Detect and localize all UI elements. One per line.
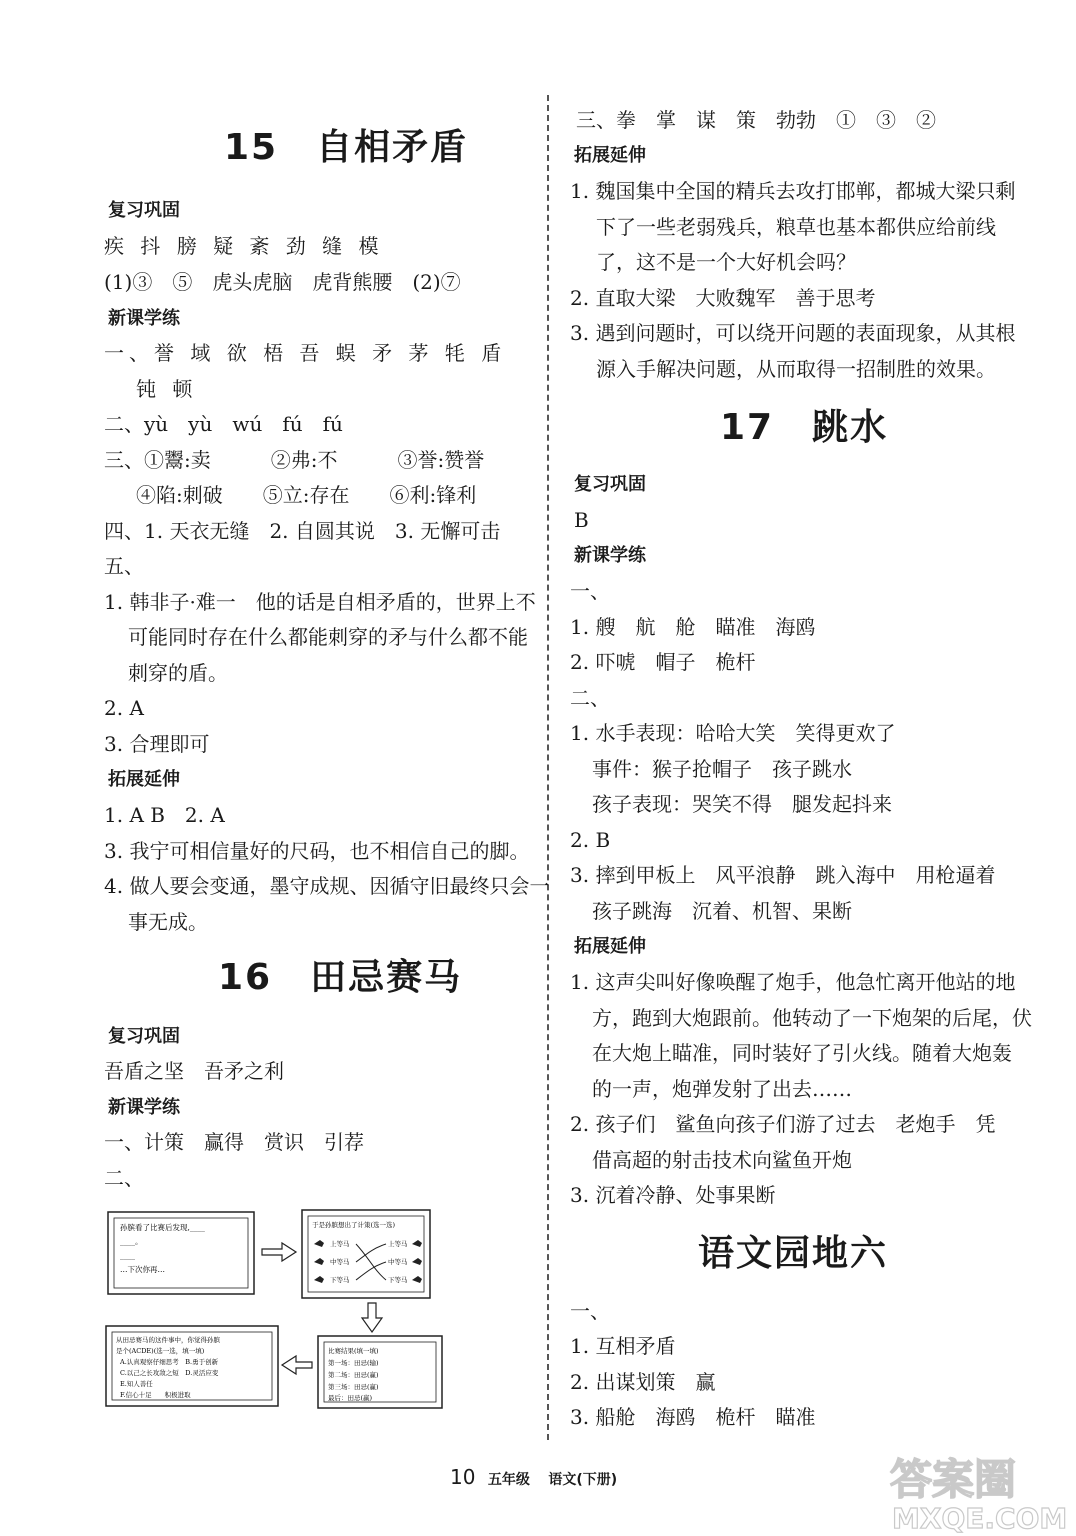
answer-line: (1)③ ⑤ 虎头虎脑 虎背熊腰 (2)⑦ [104, 270, 461, 294]
diagram-text: …下次你再… [120, 1265, 165, 1274]
section-heading: 新课学练 [574, 545, 646, 566]
answer-line: B [574, 508, 589, 532]
answer-line: 下了一些老弱残兵，粮草也基本都供应给前线 [596, 215, 996, 239]
diagram-text: F.信心十足 积极进取 [120, 1391, 191, 1399]
answer-line: 借高超的射击技术向鲨鱼开炮 [592, 1148, 852, 1172]
diagram-text: 第一场：田忌(输) [328, 1359, 379, 1367]
garden-title: 语文园地六 [698, 1233, 889, 1274]
answer-line: 二、 [104, 1166, 144, 1190]
answer-line: 方，跑到大炮跟前。他转动了一下炮架的后尾，伏 [592, 1006, 1032, 1030]
answer-line: 钝 顿 [136, 377, 198, 401]
answer-line: 1. 这声尖叫好像唤醒了炮手，他急忙离开他站的地 [570, 970, 1016, 994]
answer-line: 可能同时存在什么都能刺穿的矛与什么都不能 [128, 625, 528, 649]
answer-line: 3. 沉着冷静、处事果断 [570, 1183, 776, 1207]
arrow-right-icon [262, 1243, 296, 1261]
answer-line: 一、 [570, 579, 610, 603]
answer-line: 吾盾之坚 吾矛之利 [104, 1059, 284, 1083]
answer-line: 一、誉 域 欲 梧 吾 蜈 矛 茅 牦 盾 [104, 341, 507, 365]
diagram-text: 孙膑看了比赛后发现,____ [120, 1223, 205, 1232]
answer-line: 2. A [104, 696, 144, 720]
watermark-bottom: MXQE.COM [892, 1502, 1068, 1534]
answer-line: 2. 孩子们 鲨鱼向孩子们游了过去 老炮手 凭 [570, 1112, 996, 1136]
diagram-text: C.以己之长攻敌之短 D.灵活应变 [120, 1369, 219, 1377]
diagram-text: 比赛结果(填一填) [328, 1347, 379, 1355]
answer-line: 事件：猴子抢帽子 孩子跳水 [592, 757, 852, 781]
diagram-text: E.知人善任 [120, 1380, 153, 1388]
answer-line: 三、拳 掌 谋 策 勃勃 ① ③ ② [576, 108, 936, 132]
flow-diagram [104, 1200, 544, 1410]
answer-line: 二、 [570, 686, 610, 710]
answer-line: 五、 [104, 554, 144, 578]
answer-line: 了，这不是一个大好机会吗？ [596, 250, 856, 274]
answer-line: 一、 [570, 1299, 610, 1323]
section-heading: 拓展延伸 [574, 936, 646, 957]
diagram-text: 上等马 [388, 1240, 408, 1248]
answer-line: 孩子表现：哭笑不得 腿发起抖来 [592, 792, 892, 816]
answer-line: 3. 遇到问题时，可以绕开问题的表面现象，从其根 [570, 321, 1016, 345]
answer-line: 在大炮上瞄准，同时装好了引火线。随着大炮轰 [592, 1041, 1012, 1065]
answer-line: 1. 艘 航 舱 瞄准 海鸥 [570, 615, 816, 639]
section-heading: 复习巩固 [108, 200, 180, 221]
answer-line: 二、yù yù wú fú fú [104, 412, 343, 436]
section-heading: 复习巩固 [574, 474, 646, 495]
arrow-down-icon [362, 1303, 382, 1332]
answer-line: 3. 船舱 海鸥 桅杆 瞄准 [570, 1405, 816, 1429]
answer-line: 2. 直取大梁 大败魏军 善于思考 [570, 286, 876, 310]
diagram-box-strategy [302, 1210, 430, 1298]
answer-line: 孩子跳海 沉着、机智、果断 [592, 899, 852, 923]
diagram-box-conclusion [106, 1326, 278, 1406]
answer-line: 3. 我宁可相信量好的尺码，也不相信自己的脚。 [104, 839, 530, 863]
arrow-left-icon [282, 1356, 312, 1374]
diagram-text: 中等马 [388, 1258, 408, 1266]
answer-line: 1. 韩非子·难一 他的话是自相矛盾的，世界上不 [104, 590, 536, 614]
column-divider [547, 95, 549, 1440]
diagram-text: 上等马 [330, 1240, 350, 1248]
diagram-text: 第二场：田忌(赢) [328, 1371, 379, 1379]
lesson-16-title: 16 田忌赛马 [218, 957, 463, 998]
lesson-15-title: 15 自相矛盾 [224, 127, 469, 168]
answer-line: 的一声，炮弹发射了出去…… [592, 1077, 852, 1101]
answer-line: 事无成。 [128, 910, 208, 934]
section-heading: 拓展延伸 [108, 769, 180, 790]
section-heading: 新课学练 [108, 308, 180, 329]
section-heading: 复习巩固 [108, 1026, 180, 1047]
answer-line: 1. 魏国集中全国的精兵去攻打邯郸，都城大梁只剩 [570, 179, 1016, 203]
diagram-text: 从田忌赛马的这件事中，你觉得孙膑 [116, 1336, 220, 1344]
diagram-box-result [318, 1336, 442, 1408]
answer-line: 2. B [570, 828, 611, 852]
answer-line: 1. A B 2. A [104, 803, 225, 827]
watermark-top: 答案圈 [890, 1455, 1017, 1504]
answer-line: 疾 抖 膀 疑 紊 劲 缝 模 [104, 234, 384, 258]
answer-line: 3. 合理即可 [104, 732, 210, 756]
diagram-text: 最后：田忌(赢) [328, 1394, 373, 1402]
answer-line: 三、①鬻:卖 ②弗:不 ③誉:赞誉 [104, 448, 485, 472]
diagram-text: 第三场：田忌(赢) [328, 1383, 379, 1391]
answer-line: 一、计策 赢得 赏识 引荐 [104, 1130, 364, 1154]
diagram-text: ____ [120, 1251, 135, 1260]
grade-label: 五年级 [487, 1472, 530, 1488]
answer-line: 1. 水手表现：哈哈大笑 笑得更欢了 [570, 721, 896, 745]
page-number: 10 [450, 1465, 476, 1489]
answer-line: 刺穿的盾。 [128, 661, 228, 685]
answer-line: 1. 互相矛盾 [570, 1334, 676, 1358]
answer-line: 2. 出谋划策 赢 [570, 1370, 716, 1394]
diagram-text: A.认真观察仔细思考 B.勇于创新 [120, 1358, 219, 1366]
subject-label: 语文(下册) [548, 1472, 618, 1488]
answer-line: 源入手解决问题，从而取得一招制胜的效果。 [596, 357, 996, 381]
answer-line: 4. 做人要会变通，墨守成规、因循守旧最终只会一 [104, 874, 550, 898]
diagram-text: 下等马 [388, 1276, 408, 1284]
page-footer [450, 1465, 631, 1489]
section-heading: 拓展延伸 [574, 145, 646, 166]
watermark-logo [880, 1448, 1070, 1534]
diagram-box-observation [108, 1212, 254, 1294]
lesson-17-title: 17 跳水 [720, 407, 889, 448]
answer-line: 2. 吓唬 帽子 桅杆 [570, 650, 756, 674]
answer-line: ④陷:刺破 ⑤立:存在 ⑥利:锋利 [136, 483, 477, 507]
diagram-text: 中等马 [330, 1258, 350, 1266]
answer-line: 3. 摔到甲板上 风平浪静 跳入海中 用枪逼着 [570, 863, 996, 887]
diagram-text: 下等马 [330, 1276, 350, 1284]
answer-line: 四、1. 天衣无缝 2. 自圆其说 3. 无懈可击 [104, 519, 501, 543]
diagram-text: ____。 [120, 1237, 143, 1246]
diagram-text: 是个(ACDE)(选一选，填一填) [116, 1347, 205, 1355]
diagram-text: 于是孙膑想出了计策(选一选) [312, 1221, 396, 1229]
section-heading: 新课学练 [108, 1097, 180, 1118]
